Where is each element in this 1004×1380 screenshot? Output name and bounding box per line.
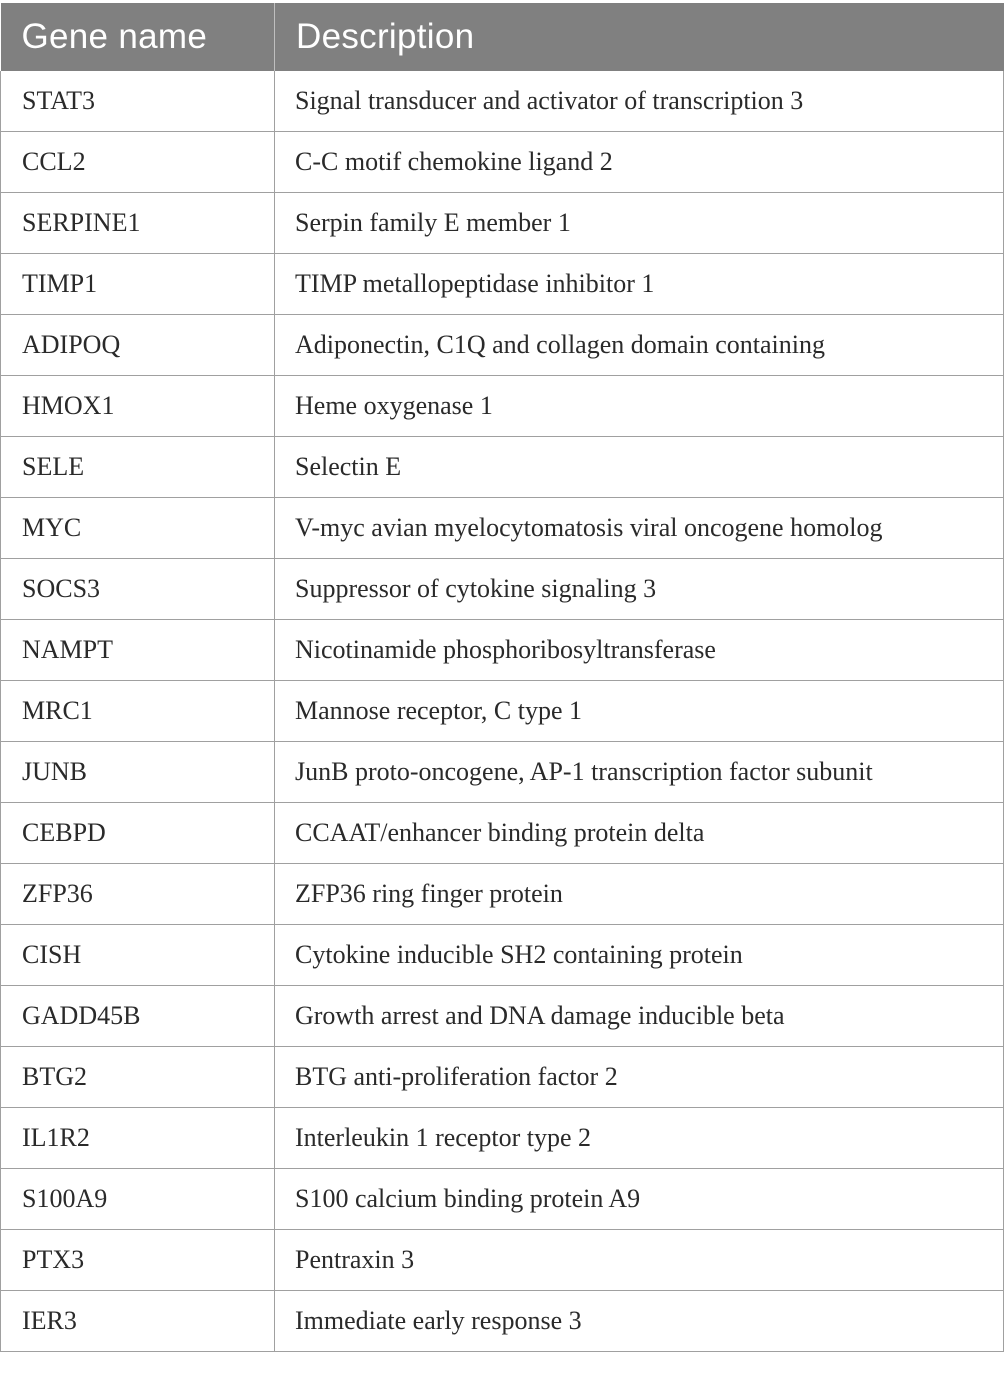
gene-name-cell: MRC1 [1, 681, 275, 742]
column-header-gene-name: Gene name [1, 3, 275, 71]
gene-name-cell: CEBPD [1, 803, 275, 864]
gene-name-cell: TIMP1 [1, 254, 275, 315]
description-cell: Cytokine inducible SH2 containing protein [275, 925, 1004, 986]
description-cell: Selectin E [275, 437, 1004, 498]
table-row [1, 742, 1004, 803]
table-row [1, 986, 1004, 1047]
description-cell: Mannose receptor, C type 1 [275, 681, 1004, 742]
gene-name-cell: NAMPT [1, 620, 275, 681]
table-row [1, 254, 1004, 315]
gene-name-cell: GADD45B [1, 986, 275, 1047]
gene-name-cell: S100A9 [1, 1169, 275, 1230]
gene-name-cell: SOCS3 [1, 559, 275, 620]
description-cell: CCAAT/enhancer binding protein delta [275, 803, 1004, 864]
description-cell: V-myc avian myelocytomatosis viral oncogene homolog [275, 498, 1004, 559]
description-cell: Suppressor of cytokine signaling 3 [275, 559, 1004, 620]
gene-name-cell: PTX3 [1, 1230, 275, 1291]
description-cell: Interleukin 1 receptor type 2 [275, 1108, 1004, 1169]
gene-name-cell: SELE [1, 437, 275, 498]
gene-table [0, 3, 1004, 1352]
table-row [1, 620, 1004, 681]
table-header-row [1, 3, 1004, 71]
description-cell: Serpin family E member 1 [275, 193, 1004, 254]
table-row [1, 1169, 1004, 1230]
table-row [1, 498, 1004, 559]
description-cell: Signal transducer and activator of transcription 3 [275, 71, 1004, 132]
gene-name-cell: BTG2 [1, 1047, 275, 1108]
description-cell: Growth arrest and DNA damage inducible beta [275, 986, 1004, 1047]
table-row [1, 1108, 1004, 1169]
table-row [1, 803, 1004, 864]
description-cell: Immediate early response 3 [275, 1291, 1004, 1352]
table-row [1, 437, 1004, 498]
description-cell: S100 calcium binding protein A9 [275, 1169, 1004, 1230]
table-row [1, 71, 1004, 132]
description-cell: JunB proto-oncogene, AP-1 transcription factor subunit [275, 742, 1004, 803]
description-cell: C-C motif chemokine ligand 2 [275, 132, 1004, 193]
description-cell: Nicotinamide phosphoribosyltransferase [275, 620, 1004, 681]
column-header-description: Description [275, 3, 1004, 71]
table-row [1, 1047, 1004, 1108]
table-row [1, 376, 1004, 437]
table-body [1, 71, 1004, 1352]
table-row [1, 193, 1004, 254]
gene-name-cell: CISH [1, 925, 275, 986]
description-cell: ZFP36 ring finger protein [275, 864, 1004, 925]
gene-name-cell: HMOX1 [1, 376, 275, 437]
description-cell: Pentraxin 3 [275, 1230, 1004, 1291]
gene-name-cell: ADIPOQ [1, 315, 275, 376]
description-cell: Adiponectin, C1Q and collagen domain containing [275, 315, 1004, 376]
gene-name-cell: IER3 [1, 1291, 275, 1352]
gene-name-cell: ZFP36 [1, 864, 275, 925]
table-row [1, 864, 1004, 925]
gene-name-cell: STAT3 [1, 71, 275, 132]
description-cell: BTG anti-proliferation factor 2 [275, 1047, 1004, 1108]
table-row [1, 925, 1004, 986]
table-row [1, 1230, 1004, 1291]
description-cell: Heme oxygenase 1 [275, 376, 1004, 437]
description-cell: TIMP metallopeptidase inhibitor 1 [275, 254, 1004, 315]
gene-name-cell: IL1R2 [1, 1108, 275, 1169]
gene-name-cell: CCL2 [1, 132, 275, 193]
table-row [1, 681, 1004, 742]
table-row [1, 315, 1004, 376]
gene-name-cell: SERPINE1 [1, 193, 275, 254]
gene-name-cell: JUNB [1, 742, 275, 803]
table-row [1, 559, 1004, 620]
table-row [1, 1291, 1004, 1352]
table-row [1, 132, 1004, 193]
gene-name-cell: MYC [1, 498, 275, 559]
